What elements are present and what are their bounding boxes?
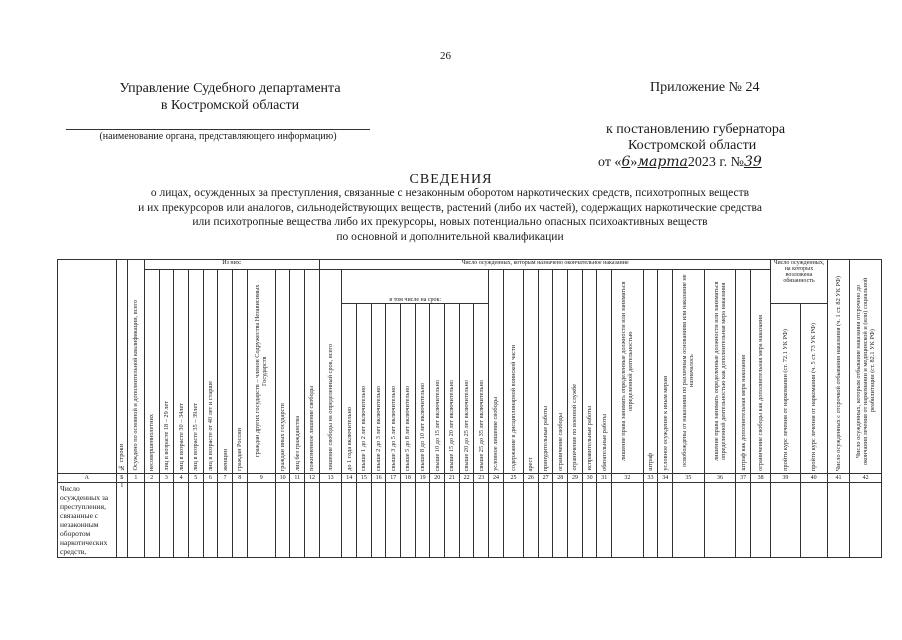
cell[interactable]	[827, 483, 850, 558]
decree-number: 39	[743, 154, 762, 170]
header-deferral: Число осужденных с отсрочкой отбывания наказания (ч. 1 ст. 82 УК РФ)	[827, 260, 850, 474]
col-num: 31	[597, 474, 612, 483]
header-restriction: ограничение свободы	[553, 270, 568, 474]
cell[interactable]	[736, 483, 751, 558]
decree-line-1: к постановлению губернатора	[606, 122, 786, 137]
cell[interactable]	[489, 483, 504, 558]
date-month: марта	[637, 154, 688, 170]
col-num: 1	[127, 474, 144, 483]
cell[interactable]	[386, 483, 401, 558]
header-term-1: до 1 года включительно	[342, 304, 357, 474]
header-term-4: свыше 3 до 5 лет включительно	[386, 304, 401, 474]
col-num: 24	[489, 474, 504, 483]
header-correctional: исправительные работы	[582, 270, 597, 474]
date-mid: »	[630, 155, 638, 170]
col-num: 14	[342, 474, 357, 483]
cell[interactable]	[319, 483, 342, 558]
col-num: 23	[474, 474, 489, 483]
header-deprivation: лишение права занимать определенные должности или заниматься определенной деятельностью	[612, 270, 644, 474]
cell[interactable]	[188, 483, 203, 558]
header-group-of-them: Из них:	[144, 260, 319, 270]
cell[interactable]	[247, 483, 275, 558]
col-num: 17	[386, 474, 401, 483]
header-citizens-other: граждан иных государств	[275, 270, 290, 474]
cell[interactable]	[144, 483, 159, 558]
cell[interactable]	[597, 483, 612, 558]
cell[interactable]	[371, 483, 386, 558]
header-conditional: условное лишение свободы	[489, 270, 504, 474]
cell[interactable]	[850, 483, 882, 558]
col-num: 15	[357, 474, 372, 483]
col-num: 10	[275, 474, 290, 483]
col-num: 29	[568, 474, 583, 483]
header-term-total: лишение свободы на определенный срок, всего	[319, 270, 342, 474]
row-number: 1	[116, 483, 127, 558]
header-released: освобождены от наказания по различным основаниям или наказание не назначалось	[673, 270, 705, 474]
column-numbers-row	[58, 474, 882, 483]
header-minor: несовершеннолетних	[144, 270, 159, 474]
header-group-punishment: Число осужденных, которым назначено окончательное наказание	[319, 260, 770, 270]
col-num: 42	[850, 474, 882, 483]
col-num: Б	[116, 474, 127, 483]
document-description	[100, 186, 800, 244]
description-line-1: о лицах, осужденных за преступления, связанные с незаконным оборотом наркотических средств, психотропных веществ	[150, 187, 750, 199]
cell[interactable]	[750, 483, 770, 558]
col-num: 21	[445, 474, 460, 483]
col-num: 5	[188, 474, 203, 483]
header-additional-fine: штраф как дополнительная мера наказания	[736, 270, 751, 474]
org-line-1: Управление Судебного департамента	[119, 81, 341, 96]
cell[interactable]	[538, 483, 553, 558]
col-num: 6	[203, 474, 218, 483]
document-title: СВЕДЕНИЯ	[409, 172, 493, 187]
cell[interactable]	[127, 483, 144, 558]
col-num: 26	[524, 474, 539, 483]
cell[interactable]	[174, 483, 189, 558]
col-num: 39	[771, 474, 800, 483]
header-women: женщин	[218, 270, 233, 474]
cell[interactable]	[342, 483, 357, 558]
cell[interactable]	[800, 483, 827, 558]
col-num: 38	[750, 474, 770, 483]
col-num: 32	[612, 474, 644, 483]
page-number: 26	[440, 50, 451, 62]
description-line-2: и их прекурсоров или аналогов, сильнодействующих веществ, растений (либо их частей), содержащих наркотические средства	[138, 201, 762, 214]
header-conditional-other: условное осуждение к иным мерам	[658, 270, 673, 474]
col-num: 19	[415, 474, 430, 483]
header-military: ограничение по военной службе	[568, 270, 583, 474]
header-age-35-39: лиц в возрасте 35 – 39лет	[188, 270, 203, 474]
org-line-2: в Костромской области	[160, 98, 300, 113]
header-disciplinary: содержание в дисциплинарной воинской части	[503, 270, 523, 474]
org-signature-line	[66, 129, 370, 130]
cell[interactable]	[232, 483, 247, 558]
col-num: 41	[827, 474, 850, 483]
header-term-2: свыше 1 до 2 лет включительно	[357, 304, 372, 474]
header-group-term: в том числе на срок:	[342, 270, 489, 304]
decree-date	[598, 154, 762, 171]
cell[interactable]	[445, 483, 460, 558]
row-label: Число осужденных за преступления, связанные с незаконным оборотом наркотических средств,	[58, 483, 117, 558]
header-total: Осуждено по основной и дополнительной квалификации, всего	[127, 260, 144, 474]
statistics-table	[57, 259, 882, 558]
cell[interactable]	[474, 483, 489, 558]
header-arrest: арест	[524, 270, 539, 474]
col-num: 22	[459, 474, 474, 483]
cell[interactable]	[704, 483, 736, 558]
col-num: 36	[704, 474, 736, 483]
date-prefix: от «	[598, 155, 622, 170]
header-stateless: лиц без гражданства	[290, 270, 305, 474]
cell[interactable]	[203, 483, 218, 558]
cell[interactable]	[568, 483, 583, 558]
header-citizens-cis: граждан других государств – членов Содружества Независимых Государств	[247, 270, 275, 474]
header-additional-deprivation: лишение права занимать определенные должности или заниматься определенной деятельностью как дополнительная мера наказания	[704, 270, 736, 474]
decree-line-2: Костромской области	[628, 138, 757, 153]
col-num: 8	[232, 474, 247, 483]
cell[interactable]	[553, 483, 568, 558]
col-num: А	[58, 474, 117, 483]
cell[interactable]	[459, 483, 474, 558]
col-num: 30	[582, 474, 597, 483]
header-additional-restriction: ограничение свободы как дополнительная мера наказания	[750, 270, 770, 474]
col-num: 34	[658, 474, 673, 483]
cell[interactable]	[401, 483, 416, 558]
cell[interactable]	[218, 483, 233, 558]
header-term-9: свыше 20 до 25 лет включительно	[459, 304, 474, 474]
cell[interactable]	[771, 483, 800, 558]
col-num: 20	[430, 474, 445, 483]
cell[interactable]	[582, 483, 597, 558]
col-num: 35	[673, 474, 705, 483]
col-num: 40	[800, 474, 827, 483]
col-num: 25	[503, 474, 523, 483]
header-term-7: свыше 10 до 15 лет включительно	[430, 304, 445, 474]
col-num: 11	[290, 474, 305, 483]
header-term-10: свыше 25 до 35 лет включительно	[474, 304, 489, 474]
header-age-18-29: лиц в возрасте 18 – 29 лет	[159, 270, 174, 474]
col-num: 12	[305, 474, 320, 483]
col-num: 27	[538, 474, 553, 483]
col-num: 28	[553, 474, 568, 483]
cell[interactable]	[658, 483, 673, 558]
cell[interactable]	[673, 483, 705, 558]
header-row-number: № строки	[116, 260, 127, 474]
cell[interactable]	[357, 483, 372, 558]
cell[interactable]	[612, 483, 644, 558]
header-treatment-73: пройти курс лечения от наркомании (ч. 5 ст. 73 УК РФ)	[800, 304, 827, 474]
header-term-6: свыше 8 до 10 лет включительно	[415, 304, 430, 474]
description-line-4: по основной и дополнительной квалификации	[336, 230, 564, 243]
header-life: пожизненное лишение свободы	[305, 270, 320, 474]
header-age-30-34: лиц в возрасте 30 – 34лет	[174, 270, 189, 474]
header-group-obliged: Число осужденных, на которых возложена обязанность	[771, 260, 827, 304]
decree-reference	[598, 122, 806, 154]
col-num: 16	[371, 474, 386, 483]
cell[interactable]	[503, 483, 523, 558]
header-blank	[58, 260, 117, 474]
cell[interactable]	[290, 483, 305, 558]
col-num: 4	[174, 474, 189, 483]
header-term-5: свыше 5 до 8 лет включительно	[401, 304, 416, 474]
organization-name	[80, 80, 380, 114]
header-treatment-72: пройти курс лечения от наркомании (ст. 72.1 УК РФ)	[771, 304, 800, 474]
header-forced-labor: принудительные работы	[538, 270, 553, 474]
annex-title: Приложение № 24	[650, 80, 760, 95]
header-citizens-rf: граждан России	[232, 270, 247, 474]
col-num: 7	[218, 474, 233, 483]
col-num: 3	[159, 474, 174, 483]
date-year: 2023 г. №	[687, 155, 744, 170]
col-num: 18	[401, 474, 416, 483]
date-day: 6	[621, 154, 631, 170]
cell[interactable]	[415, 483, 430, 558]
header-term-3: свыше 2 до 3 лет включительно	[371, 304, 386, 474]
description-line-3: или психотропные вещества либо их прекурсоры, новых потенциально опасных психоактивных веществ	[192, 216, 708, 228]
org-caption: (наименование органа, представляющего информацию)	[99, 131, 337, 142]
cell[interactable]	[305, 483, 320, 558]
header-mandatory-work: обязательные работы	[597, 270, 612, 474]
cell[interactable]	[430, 483, 445, 558]
col-num: 33	[643, 474, 658, 483]
cell[interactable]	[643, 483, 658, 558]
cell[interactable]	[524, 483, 539, 558]
col-num: 2	[144, 474, 159, 483]
col-num: 9	[247, 474, 275, 483]
cell[interactable]	[275, 483, 290, 558]
header-deferral-treatment: Число осужденных, которым отбывание наказания отсрочено до окончания лечения от наркомании и медицинской и (или) социальной реабилитации (ст. 82.1 УК РФ)	[850, 260, 882, 474]
col-num: 13	[319, 474, 342, 483]
col-num: 37	[736, 474, 751, 483]
header-term-8: свыше 15 до 20 лет включительно	[445, 304, 460, 474]
table-row	[58, 483, 882, 558]
header-age-40: лиц в возрасте от 40 лет и старше	[203, 270, 218, 474]
cell[interactable]	[159, 483, 174, 558]
header-fine: штраф	[643, 270, 658, 474]
